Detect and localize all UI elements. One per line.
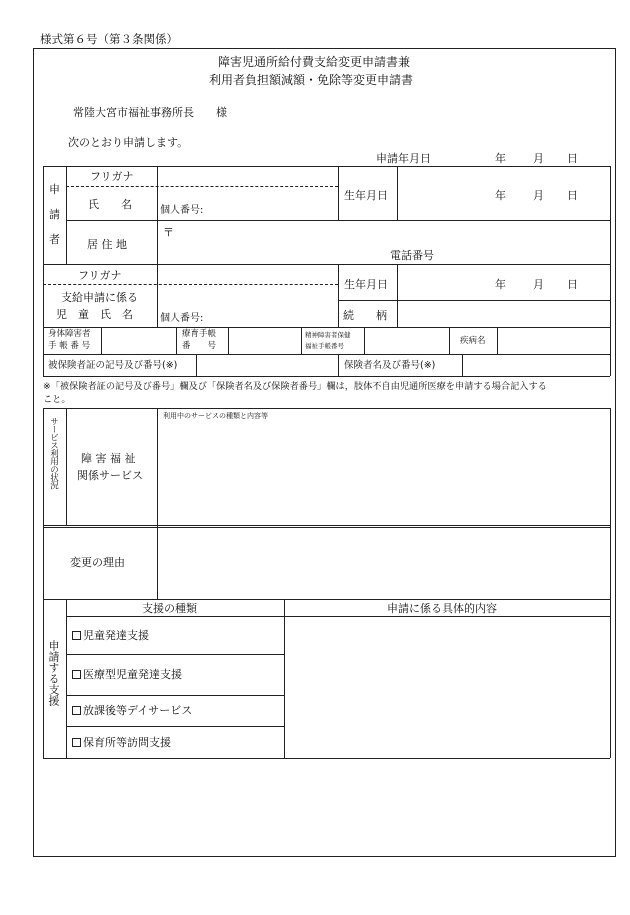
applicant-birth-input[interactable]	[398, 167, 610, 220]
child-birth-year: 年	[495, 278, 506, 291]
title-line-2: 利用者負担額減額・免除等変更申請書	[209, 73, 414, 87]
support-option-after-school-day-service[interactable]	[72, 705, 192, 716]
mental-handbook-input[interactable]	[365, 328, 449, 354]
application-date-month: 月	[533, 152, 544, 165]
child-furigana-input[interactable]	[158, 265, 338, 284]
service-usage-section-label: サービス利用の状況	[48, 417, 59, 489]
insured-label: 被保険者証の記号及び番号(※)	[48, 360, 178, 371]
ryoiku-handbook-label-2: 番 号	[182, 341, 217, 351]
service-row-label-1: 障 害 福 祉	[81, 452, 136, 465]
physical-handbook-label-2: 手 帳 番 号	[48, 341, 91, 351]
applicant-address-label: 居 住 地	[87, 238, 127, 251]
ryoiku-handbook-label-1: 療育手帳	[182, 329, 217, 339]
support-option-child-development[interactable]	[72, 630, 149, 641]
title-line-1: 障害児通所給付費支給変更申請書兼	[218, 55, 411, 69]
support-option-nursery-visit-support[interactable]	[72, 737, 171, 748]
support-detail-input[interactable]	[285, 617, 610, 758]
child-birth-label: 生年月日	[344, 278, 388, 291]
addressee: 常陸大宮市福祉事務所長 様	[73, 106, 227, 119]
child-relation-input[interactable]	[398, 301, 610, 327]
physical-handbook-label-1: 身体障害者	[48, 329, 91, 339]
mental-handbook-label-2: 福祉手帳番号	[305, 342, 344, 350]
ryoiku-handbook-input[interactable]	[229, 328, 301, 354]
support-option-label: 保育所等訪問支援	[83, 736, 171, 749]
disease-label: 疾病名	[460, 336, 486, 346]
intro-text: 次のとおり申請します。	[68, 136, 189, 149]
form-number: 様式第６号（第３条関係）	[40, 32, 178, 46]
mental-handbook-label-1: 精神障害者保健	[305, 331, 351, 339]
support-detail-header: 申請に係る具体的内容	[387, 602, 497, 615]
applicant-birth-day: 日	[567, 189, 578, 202]
applicant-birth-label: 生年月日	[344, 189, 388, 202]
applicant-birth-month: 月	[533, 189, 544, 202]
child-relation-label: 続 柄	[343, 309, 387, 322]
note-line-2: こと。	[43, 394, 71, 405]
change-reason-label: 変更の理由	[70, 556, 125, 569]
child-birth-month: 月	[533, 278, 544, 291]
phone-label: 電話番号	[390, 249, 434, 262]
child-birth-day: 日	[567, 278, 578, 291]
application-date-year: 年	[495, 152, 506, 165]
support-option-medical-child-development[interactable]	[72, 669, 182, 680]
support-section-label: 申請する支援	[47, 640, 60, 706]
checkbox[interactable]	[72, 631, 81, 640]
child-name-label-2: 児 童 氏 名	[56, 308, 133, 321]
physical-handbook-input[interactable]	[102, 328, 176, 354]
applicant-char-2: 請	[49, 208, 60, 221]
note-line-1: ※「被保険者証の記号及び番号」欄及び「保険者名及び保険者番号」欄は，肢体不自由児通所医療を申請する場合記入する	[43, 381, 547, 392]
child-furigana-label: フリガナ	[78, 269, 122, 282]
child-birth-input[interactable]	[398, 265, 610, 300]
disease-input[interactable]	[498, 328, 610, 354]
checkbox[interactable]	[72, 706, 81, 715]
applicant-char-1: 申	[49, 183, 60, 196]
service-content-hint: 利用中のサービスの種類と内容等	[163, 412, 268, 420]
postal-mark: 〒	[163, 226, 174, 239]
checkbox[interactable]	[72, 738, 81, 747]
support-option-label: 児童発達支援	[83, 629, 149, 642]
child-name-label-1: 支給申請に係る	[61, 291, 138, 304]
insurer-label: 保険者名及び番号(※)	[344, 360, 436, 371]
application-date-day: 日	[567, 152, 578, 165]
applicant-birth-year: 年	[495, 189, 506, 202]
service-row-label-2: 関係サービス	[77, 469, 143, 482]
applicant-name-label: 氏 名	[88, 198, 132, 211]
child-personal-number-label: 個人番号:	[160, 313, 204, 324]
checkbox[interactable]	[72, 670, 81, 679]
applicant-char-3: 者	[49, 233, 60, 246]
support-option-label: 医療型児童発達支援	[83, 668, 182, 681]
change-reason-input[interactable]	[158, 528, 610, 599]
support-type-header: 支援の種類	[142, 602, 197, 615]
child-name-input[interactable]	[158, 285, 338, 327]
service-content-input[interactable]	[158, 423, 610, 524]
applicant-name-input[interactable]	[158, 187, 338, 220]
applicant-furigana-input[interactable]	[158, 167, 338, 186]
applicant-furigana-label: フリガナ	[90, 170, 134, 183]
insured-input[interactable]	[197, 355, 338, 376]
applicant-address-input[interactable]	[158, 221, 610, 264]
application-date-label: 申請年月日	[376, 152, 431, 165]
applicant-personal-number-label: 個人番号:	[160, 205, 204, 216]
insurer-input[interactable]	[463, 355, 610, 376]
support-option-label: 放課後等デイサービス	[83, 704, 193, 717]
